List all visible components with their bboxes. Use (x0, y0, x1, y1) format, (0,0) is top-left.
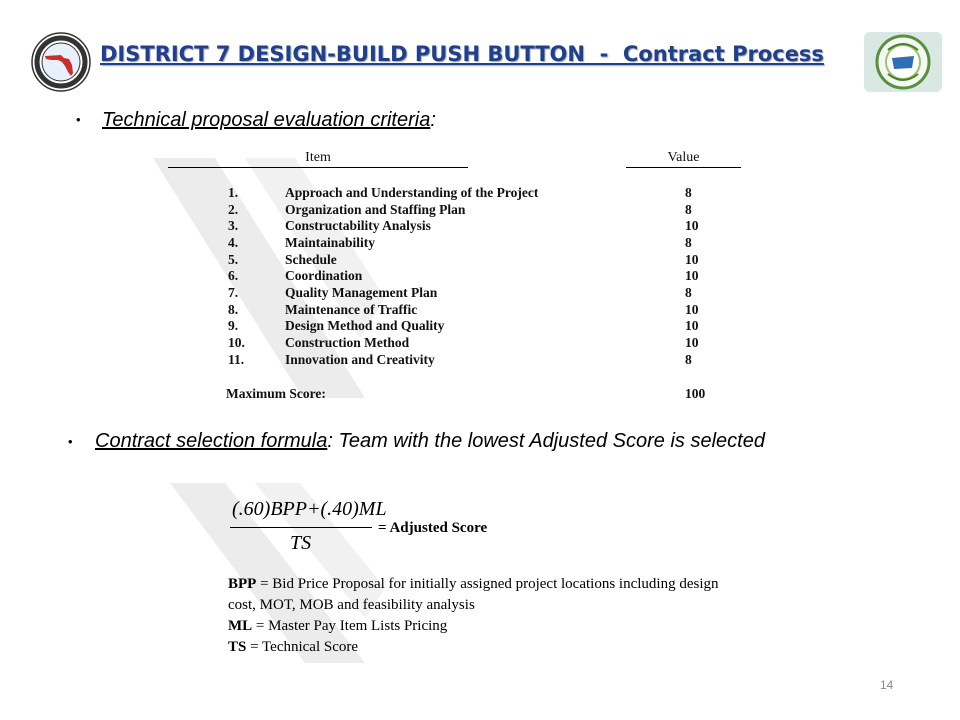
evaluation-criteria-table: Item Value 1. Approach and Understanding of the Project 8 2. Organization and Staffing Plan 8 3. Constructability Analysis 10 4. Maintainability 8 5. Schedule 10 6. Coordination 10 7. Quality Management Plan 8 8. Maintenance of Traffic 10 9. Design Method and Quality 10 10. Construction Method 10 11. Innovation and Creativity 8 Maximum Score: 100 (168, 150, 748, 405)
formula-numerator: (.60)BPP+(.40)ML (232, 498, 387, 520)
column-header-item: Item (168, 150, 468, 168)
table-row: 8. Maintenance of Traffic 10 (228, 302, 699, 317)
table-row: 4. Maintainability 8 (228, 235, 692, 250)
page-title: DISTRICT 7 DESIGN-BUILD PUSH BUTTON - Contract Process (100, 42, 824, 66)
bullet-dot-icon: • (68, 434, 73, 449)
table-row: 7. Quality Management Plan 8 (228, 285, 692, 300)
criteria-heading: Technical proposal evaluation criteria: (102, 109, 436, 131)
definition-line: TS = Technical Score (228, 639, 359, 655)
table-row: 1. Approach and Understanding of the Project 8 (228, 185, 692, 200)
table-row: 10. Construction Method 10 (228, 335, 699, 350)
table-row: 11. Innovation and Creativity 8 (228, 352, 692, 367)
column-header-value: Value (626, 150, 741, 168)
page-number: 14 (880, 678, 894, 692)
definition-line: cost, MOT, MOB and feasibility analysis (228, 597, 475, 613)
selection-formula-heading: Contract selection formula: Team with the lowest Adjusted Score is selected (95, 430, 765, 452)
definition-line: ML = Master Pay Item Lists Pricing (228, 618, 448, 634)
formula-result: = Adjusted Score (378, 520, 488, 536)
formula-denominator: TS (290, 532, 312, 554)
fraction-bar (230, 527, 372, 528)
every-day-counts-logo (864, 32, 942, 92)
table-row: 5. Schedule 10 (228, 252, 699, 267)
table-row: 9. Design Method and Quality 10 (228, 318, 699, 333)
definition-line: BPP = Bid Price Proposal for initially assigned project locations including design (228, 576, 719, 592)
table-row: 2. Organization and Staffing Plan 8 (228, 202, 692, 217)
fdot-seal-logo (31, 32, 91, 92)
table-row: 6. Coordination 10 (228, 268, 699, 283)
table-row: 3. Constructability Analysis 10 (228, 218, 699, 233)
bullet-dot-icon: • (76, 112, 81, 127)
adjusted-score-formula (228, 494, 758, 664)
